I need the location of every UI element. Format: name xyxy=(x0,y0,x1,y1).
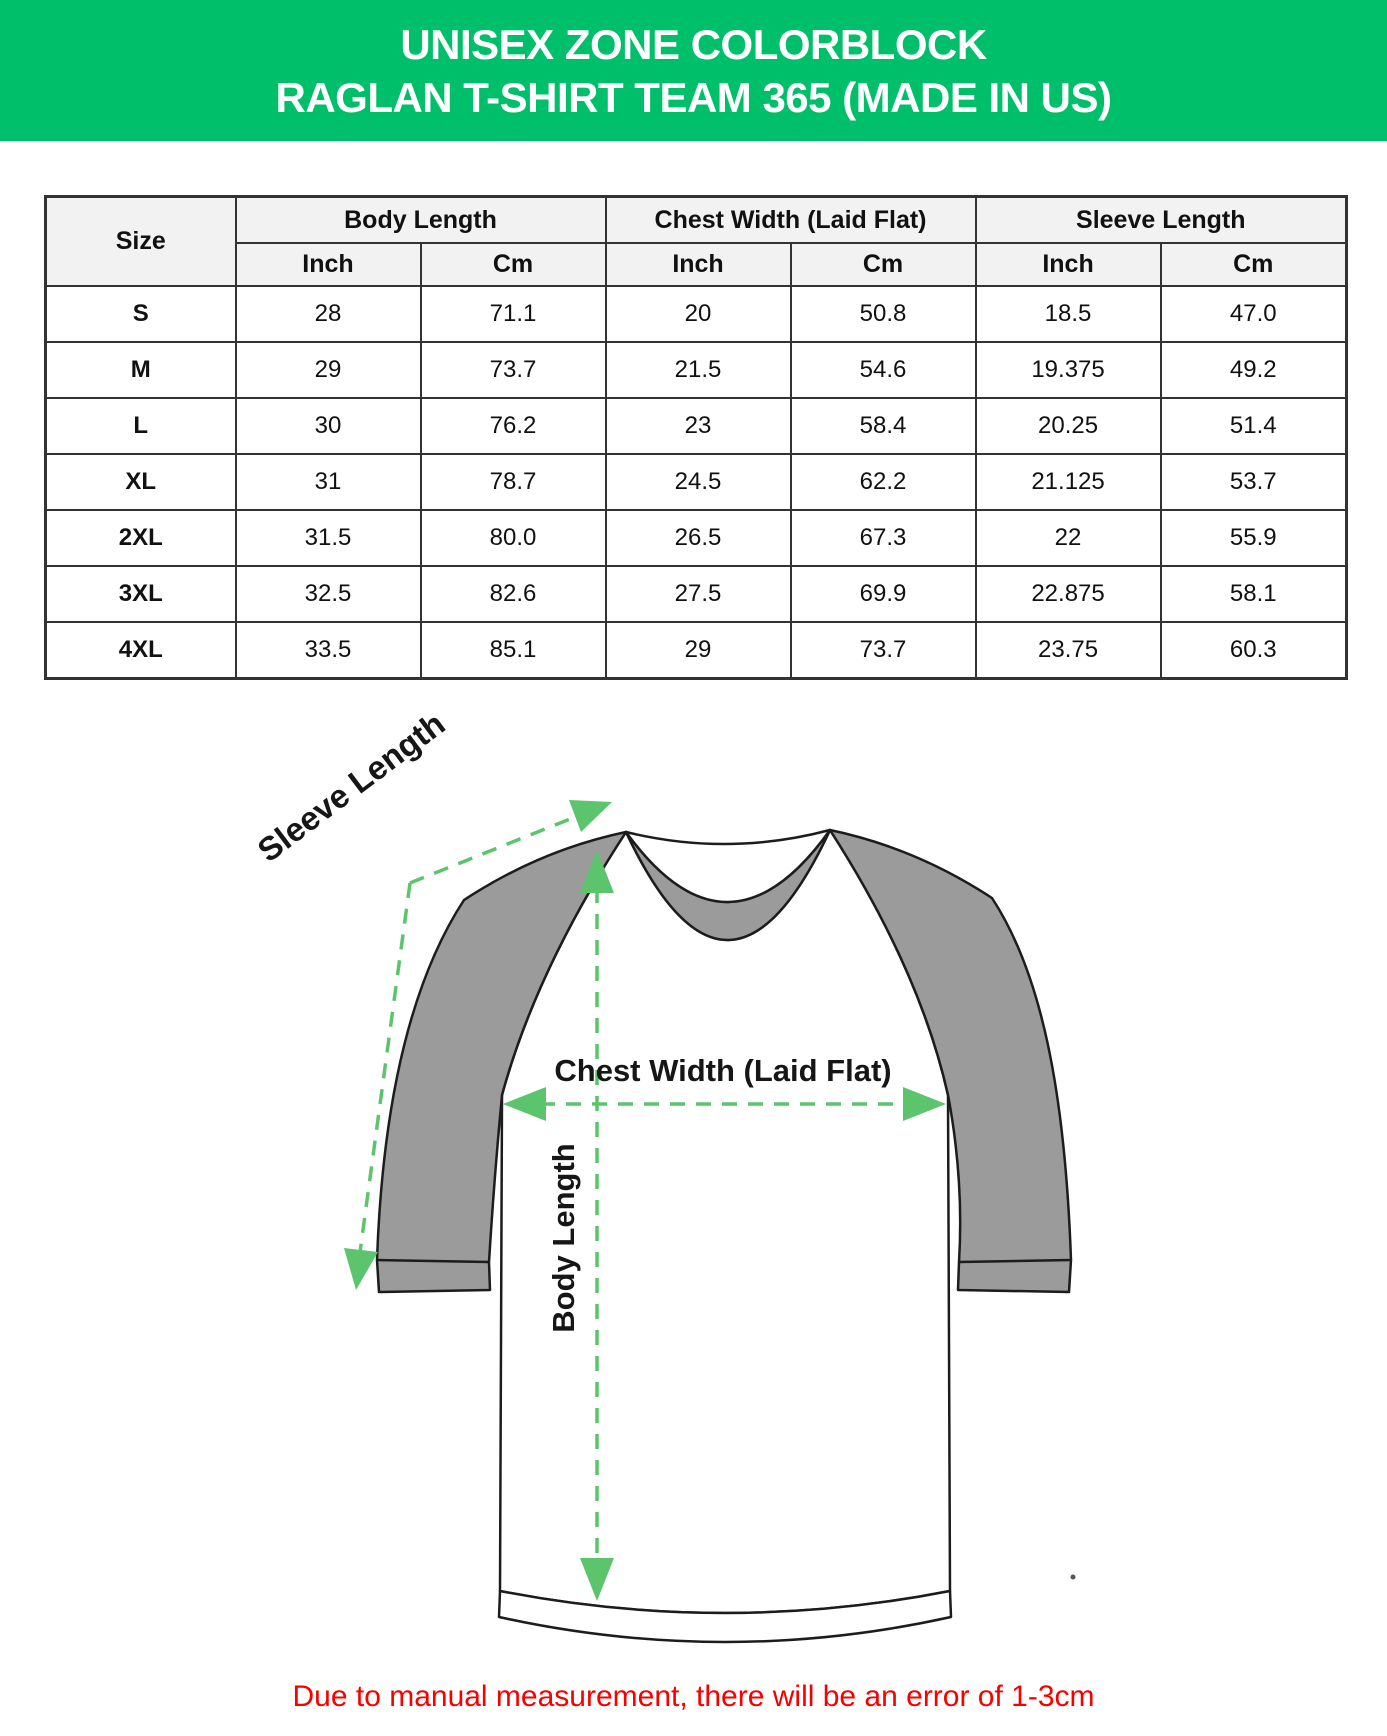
value-cell: 33.5 xyxy=(236,622,421,679)
size-cell: L xyxy=(46,398,236,454)
sleeve-length-label: Sleeve Length xyxy=(250,704,452,869)
value-cell: 21.125 xyxy=(976,454,1161,510)
unit-header: Inch xyxy=(236,243,421,286)
value-cell: 31 xyxy=(236,454,421,510)
value-cell: 78.7 xyxy=(421,454,606,510)
corner-header-size: Size xyxy=(46,197,236,287)
value-cell: 27.5 xyxy=(606,566,791,622)
value-cell: 76.2 xyxy=(421,398,606,454)
unit-header: Cm xyxy=(1161,243,1347,286)
size-cell: 4XL xyxy=(46,622,236,679)
value-cell: 60.3 xyxy=(1161,622,1347,679)
value-cell: 22 xyxy=(976,510,1161,566)
sleeve-length-bottom-arrowhead-icon xyxy=(344,1248,378,1290)
group-header-chest-width: Chest Width (Laid Flat) xyxy=(606,197,976,244)
value-cell: 73.7 xyxy=(421,342,606,398)
value-cell: 30 xyxy=(236,398,421,454)
table-unit-header-row xyxy=(46,243,1347,286)
value-cell: 23 xyxy=(606,398,791,454)
value-cell: 22.875 xyxy=(976,566,1161,622)
page-title-line2: RAGLAN T-SHIRT TEAM 365 (MADE IN US) xyxy=(275,73,1112,121)
tshirt-measurement-diagram xyxy=(0,660,1387,1700)
value-cell: 55.9 xyxy=(1161,510,1347,566)
body-length-label: Body Length xyxy=(546,1143,581,1333)
unit-header: Inch xyxy=(976,243,1161,286)
value-cell: 24.5 xyxy=(606,454,791,510)
measurement-note: Due to manual measurement, there will be an error of 1-3cm xyxy=(292,1680,1095,1713)
table-group-header-row xyxy=(46,197,1347,244)
value-cell: 58.1 xyxy=(1161,566,1347,622)
chest-width-label: Chest Width (Laid Flat) xyxy=(554,1053,892,1088)
value-cell: 58.4 xyxy=(791,398,976,454)
value-cell: 54.6 xyxy=(791,342,976,398)
group-header-body-length: Body Length xyxy=(236,197,606,244)
size-cell: XL xyxy=(46,454,236,510)
value-cell: 28 xyxy=(236,286,421,342)
size-cell: 3XL xyxy=(46,566,236,622)
value-cell: 32.5 xyxy=(236,566,421,622)
value-cell: 50.8 xyxy=(791,286,976,342)
table-row xyxy=(46,566,1347,622)
value-cell: 73.7 xyxy=(791,622,976,679)
stray-dot xyxy=(1071,1575,1076,1580)
value-cell: 51.4 xyxy=(1161,398,1347,454)
value-cell: 31.5 xyxy=(236,510,421,566)
sleeve-length-top-arrowhead-icon xyxy=(569,800,612,832)
size-cell: 2XL xyxy=(46,510,236,566)
group-header-sleeve-length: Sleeve Length xyxy=(976,197,1347,244)
value-cell: 21.5 xyxy=(606,342,791,398)
value-cell: 18.5 xyxy=(976,286,1161,342)
table-row xyxy=(46,398,1347,454)
value-cell: 69.9 xyxy=(791,566,976,622)
value-cell: 80.0 xyxy=(421,510,606,566)
size-cell: S xyxy=(46,286,236,342)
value-cell: 26.5 xyxy=(606,510,791,566)
table-row xyxy=(46,342,1347,398)
value-cell: 19.375 xyxy=(976,342,1161,398)
value-cell: 82.6 xyxy=(421,566,606,622)
value-cell: 62.2 xyxy=(791,454,976,510)
value-cell: 53.7 xyxy=(1161,454,1347,510)
value-cell: 49.2 xyxy=(1161,342,1347,398)
value-cell: 29 xyxy=(236,342,421,398)
value-cell: 47.0 xyxy=(1161,286,1347,342)
size-table xyxy=(44,195,1348,680)
unit-header: Cm xyxy=(791,243,976,286)
value-cell: 20.25 xyxy=(976,398,1161,454)
title-banner xyxy=(0,0,1387,141)
value-cell: 67.3 xyxy=(791,510,976,566)
size-cell: M xyxy=(46,342,236,398)
value-cell: 29 xyxy=(606,622,791,679)
tshirt-diagram-svg xyxy=(0,660,1387,1700)
unit-header: Inch xyxy=(606,243,791,286)
table-row xyxy=(46,510,1347,566)
value-cell: 23.75 xyxy=(976,622,1161,679)
table-row xyxy=(46,454,1347,510)
page-title-line1: UNISEX ZONE COLORBLOCK xyxy=(400,20,987,68)
table-row xyxy=(46,286,1347,342)
value-cell: 85.1 xyxy=(421,622,606,679)
value-cell: 71.1 xyxy=(421,286,606,342)
unit-header: Cm xyxy=(421,243,606,286)
value-cell: 20 xyxy=(606,286,791,342)
